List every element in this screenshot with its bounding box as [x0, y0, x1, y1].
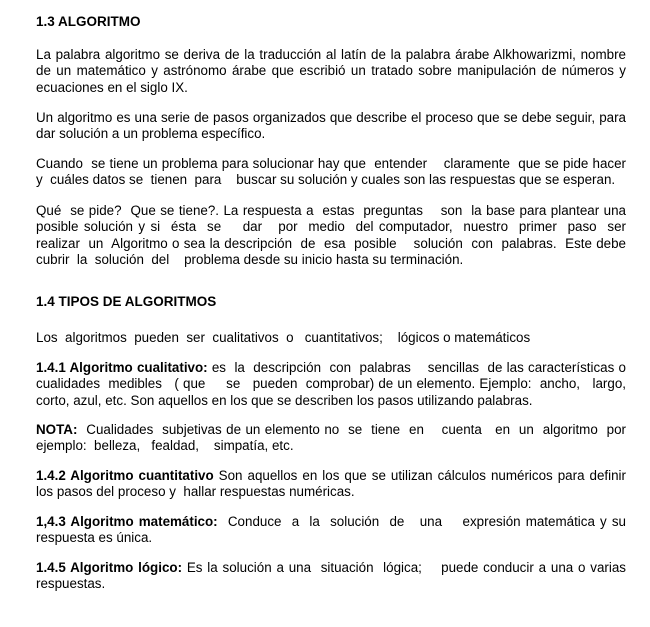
- text-line: respuestas.: [36, 576, 106, 592]
- text-line: dar solución a un problema específico.: [36, 126, 266, 142]
- item-note: [36, 422, 626, 455]
- text-line: 1.4.1 Algoritmo cualitativo: es la descripción con palabras sencillas de las características o: [36, 360, 626, 375]
- text-line: La palabra algoritmo se deriva de la traducción al latín de la palabra árabe Alkhowarizmi, nombre: [36, 47, 626, 62]
- item-label: 1,4.3 Algoritmo matemático:: [36, 514, 218, 529]
- item-logical: [36, 560, 626, 593]
- text-line: Cuando se tiene un problema para solucionar hay que entender claramente que se pide hacer: [36, 156, 626, 171]
- section-heading-1-3: 1.3 ALGORITMO: [36, 14, 141, 29]
- text-line: Un algoritmo es una serie de pasos organizados que describe el proceso que se debe seguir, para: [36, 110, 626, 125]
- paragraph-etymology: [36, 47, 626, 96]
- text-line: cualidades medibles ( que se pueden comprobar) de un elemento. Ejemplo: ancho, largo,: [36, 376, 626, 392]
- text-line: y cuáles datos se tienen para buscar su solución y cuales son las respuestas que se esperan.: [36, 172, 616, 188]
- text-line: Los algoritmos pueden ser cualitativos o cuantitativos; lógicos o matemáticos: [36, 330, 531, 345]
- text-line: 1.4.5 Algoritmo lógico: Es la solución a una situación lógica; puede conducir a una o varias: [36, 560, 627, 575]
- text-line: Qué se pide? Que se tiene?. La respuesta a estas preguntas son la base para plantear una: [36, 203, 626, 218]
- text-line: 1,4.3 Algoritmo matemático: Conduce a la solución de una expresión matemática y su: [36, 514, 626, 529]
- item-mathematical: [36, 514, 626, 547]
- text-line: ecuaciones en el siglo IX.: [36, 79, 188, 95]
- section-heading-1-4: 1.4 TIPOS DE ALGORITMOS: [36, 294, 217, 309]
- text-line: corto, azul, etc. Son aquellos en los que se describen los pasos utilizando palabras.: [36, 392, 533, 408]
- item-label: 1.4.5 Algoritmo lógico:: [36, 560, 183, 575]
- text-line: NOTA: Cualidades subjetivas de un elemento no se tiene en cuenta en un algoritmo por: [36, 422, 626, 437]
- item-quantitative: [36, 468, 626, 501]
- item-qualitative: [36, 360, 626, 409]
- paragraph-questions: [36, 203, 626, 269]
- paragraph-definition: [36, 110, 626, 143]
- item-label: 1.4.1 Algoritmo cualitativo:: [36, 360, 208, 375]
- text-line: los pasos del proceso y hallar respuestas numéricas.: [36, 484, 355, 500]
- text-line: de un matemático y astrónomo árabe que escribió un tratado sobre manipulación de números y: [36, 63, 626, 79]
- item-label: NOTA:: [36, 422, 78, 437]
- paragraph-types-intro: [36, 330, 626, 346]
- item-label: 1.4.2 Algoritmo cuantitativo: [36, 468, 214, 483]
- text-line: cubrir la solución del problema desde su inicio hasta su terminación.: [36, 252, 464, 268]
- text-line: 1.4.2 Algoritmo cuantitativo Son aquellos en los que se utilizan cálculos numéricos para definir: [36, 468, 626, 483]
- text-line: realizar un Algoritmo o sea la descripción de esa posible solución con palabras. Este debe: [36, 235, 626, 251]
- paragraph-problem: [36, 156, 626, 189]
- text-line: posible solución y si ésta se dar por medio del computador, nuestro primer paso ser: [36, 219, 626, 235]
- text-line: respuesta es única.: [36, 530, 153, 546]
- text-line: ejemplo: belleza, fealdad, simpatía, etc.: [36, 438, 294, 454]
